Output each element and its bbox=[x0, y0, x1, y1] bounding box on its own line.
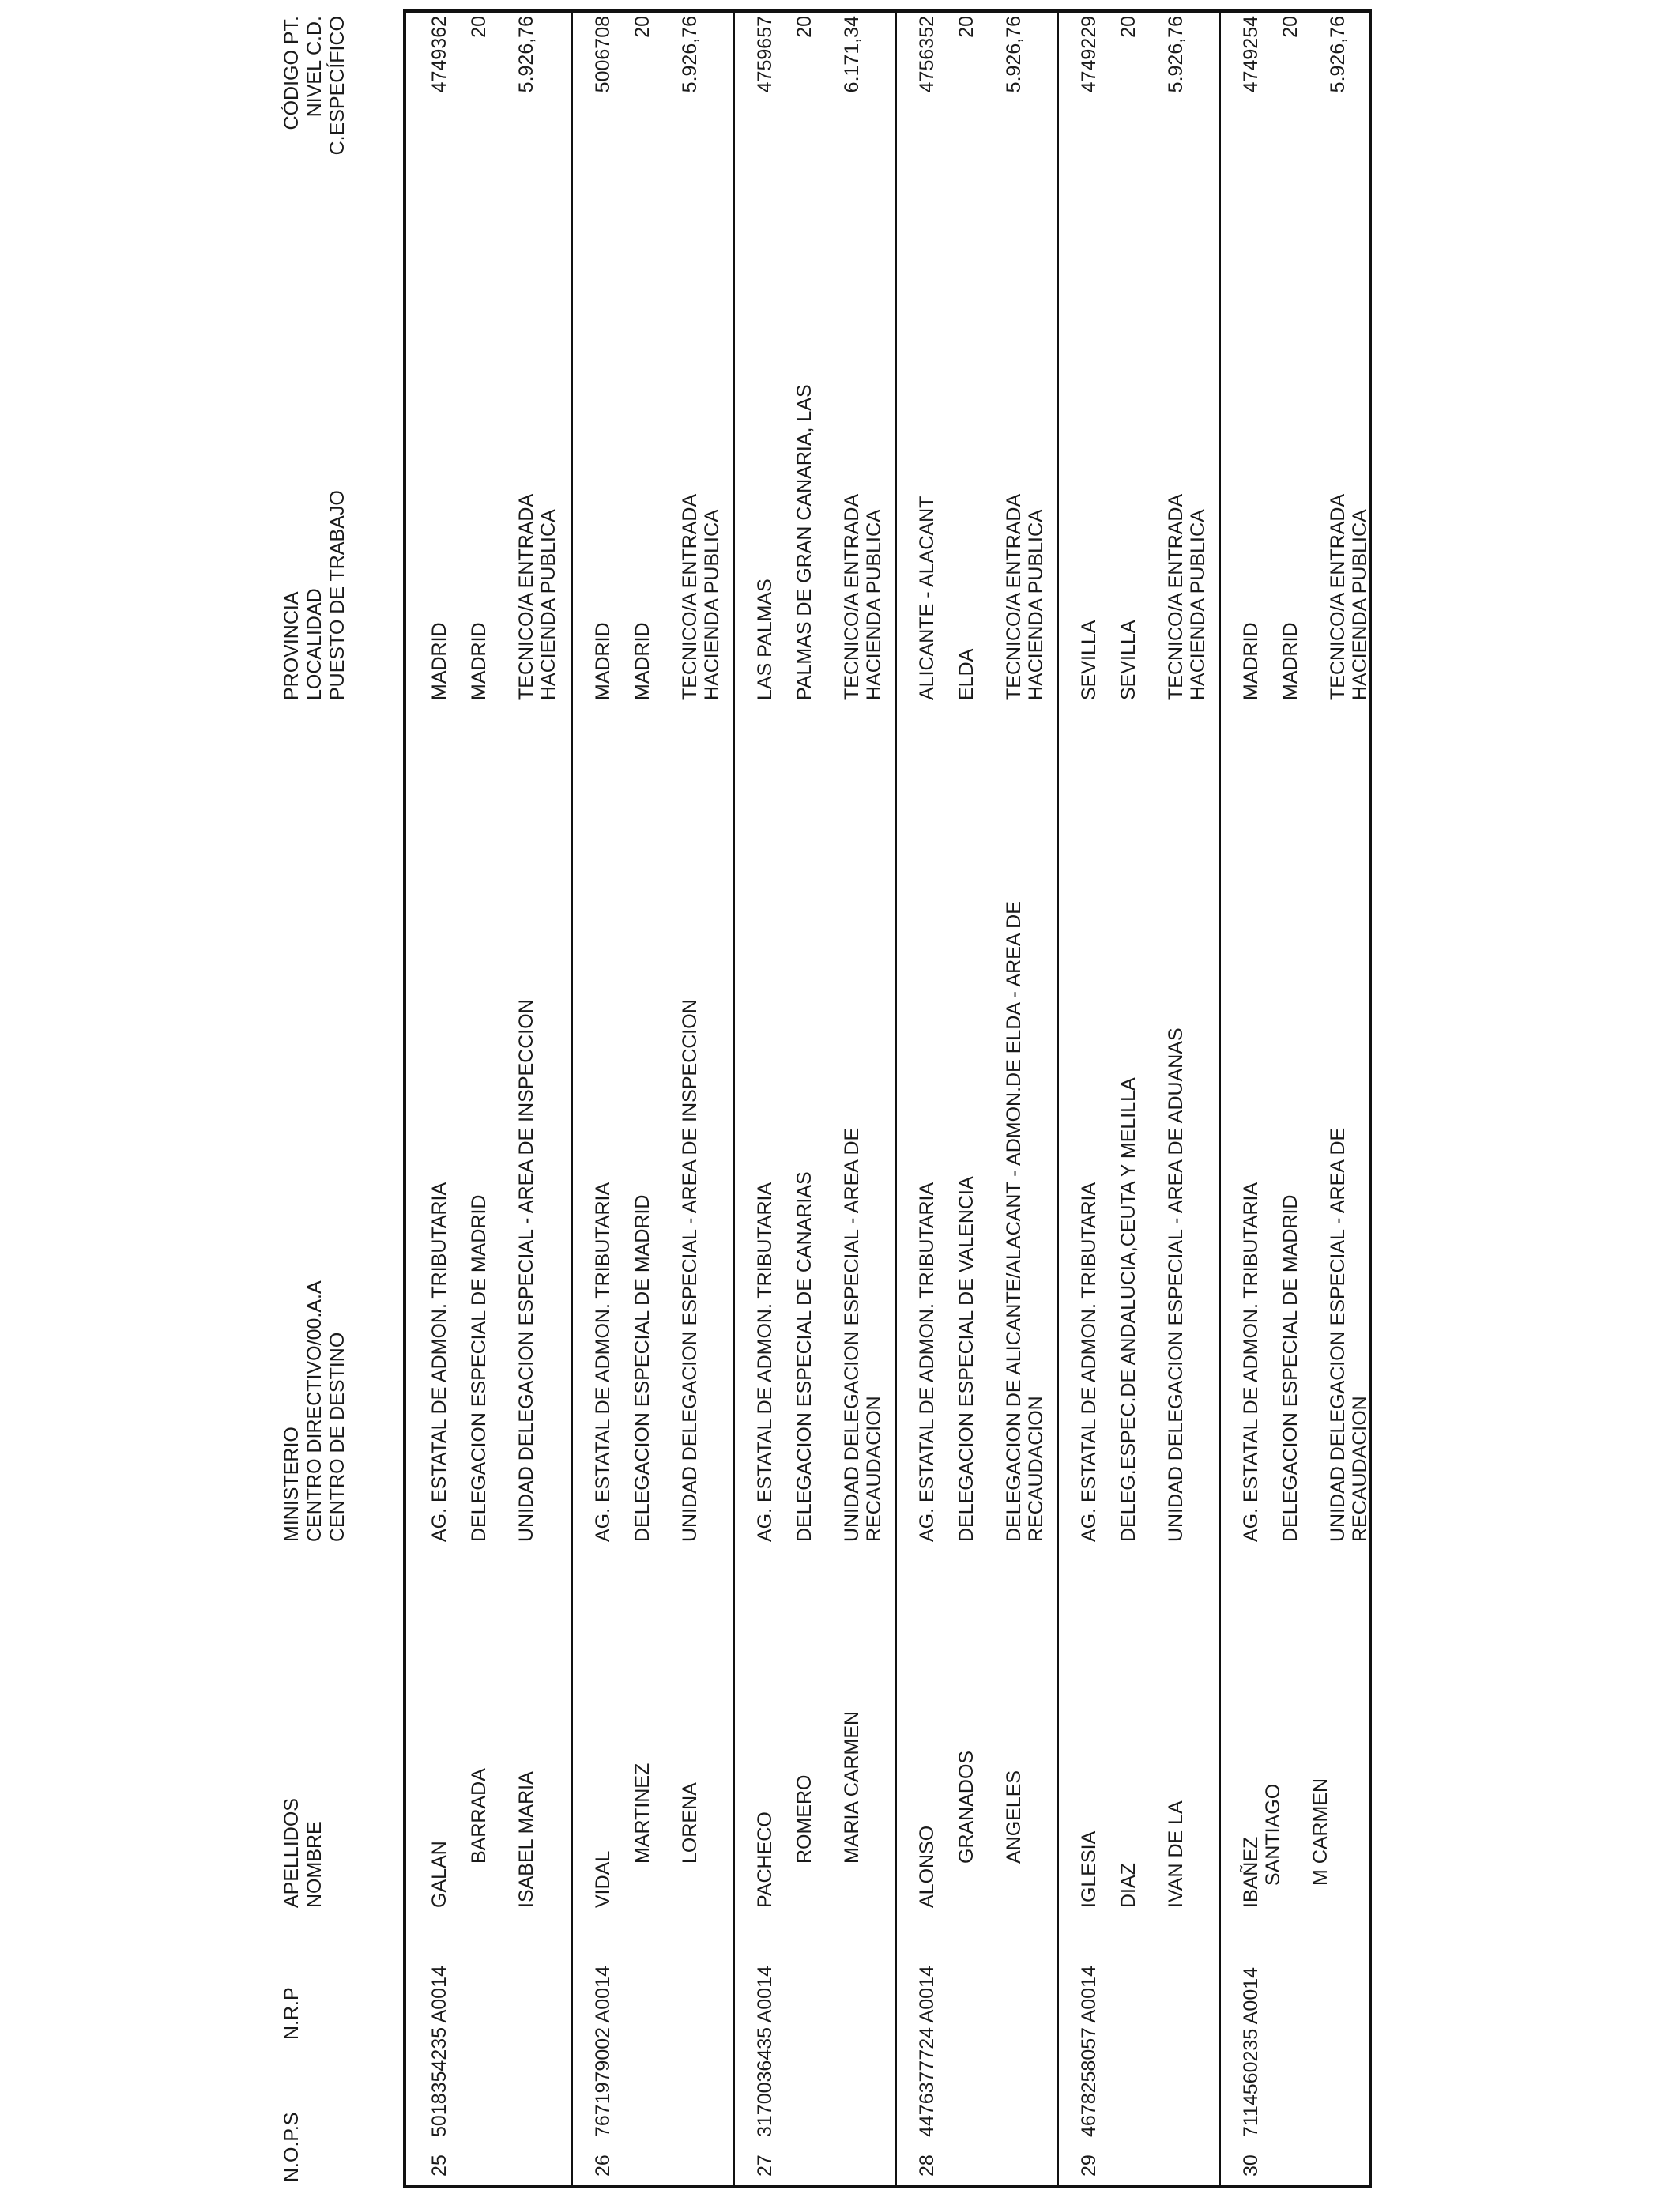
table-row bbox=[574, 0, 736, 2194]
codigo-cell: 4756352 bbox=[916, 16, 938, 93]
header-especifico-label: C.ESPECÍFICO bbox=[326, 16, 348, 156]
ministerio-cell: AG. ESTATAL DE ADMON. TRIBUTARIA bbox=[1240, 1182, 1262, 1542]
nrp-cell: 7671979002 A0014 bbox=[592, 1966, 614, 2137]
destino-cell: UNIDAD DELEGACION ESPECIAL - AREA DE RECAUDACION bbox=[1327, 1127, 1371, 1542]
header-nops-label: N.O.P.S bbox=[281, 2112, 303, 2182]
header-localidad-label: LOCALIDAD bbox=[303, 588, 326, 700]
table-row bbox=[898, 0, 1060, 2194]
ministerio-cell: AG. ESTATAL DE ADMON. TRIBUTARIA bbox=[592, 1182, 614, 1542]
localidad-cell: MADRID bbox=[1279, 622, 1301, 700]
destino-cell: UNIDAD DELEGACION ESPECIAL - AREA DE ADUANAS bbox=[1165, 1027, 1187, 1542]
especifico-cell: 5.926,76 bbox=[1003, 16, 1025, 93]
centro-cell: DELEGACION ESPECIAL DE CANARIAS bbox=[793, 1171, 816, 1542]
header-nivel-label: NIVEL C.D. bbox=[303, 16, 326, 118]
puesto-cell: TECNICO/A ENTRADA HACIENDA PUBLICA bbox=[841, 495, 885, 700]
apellido2-cell: ROMERO bbox=[793, 1774, 816, 1864]
nivel-cell: 20 bbox=[793, 16, 816, 38]
nrp-cell: 7114560235 A0014 bbox=[1240, 1966, 1262, 2137]
nivel-cell: 20 bbox=[955, 16, 977, 38]
nrp-cell: 4678258057 A0014 bbox=[1078, 1966, 1100, 2137]
apellido1-cell: VIDAL bbox=[592, 1850, 614, 1908]
table-row bbox=[1222, 0, 1384, 2194]
nivel-cell: 20 bbox=[468, 16, 490, 38]
nombre-cell: ANGELES bbox=[1003, 1770, 1025, 1864]
puesto-cell: TECNICO/A ENTRADA HACIENDA PUBLICA bbox=[1327, 495, 1371, 700]
nrp-cell: 4476377724 A0014 bbox=[916, 1966, 938, 2137]
apellido1-cell: PACHECO bbox=[754, 1811, 776, 1908]
apellido2-cell: DIAZ bbox=[1117, 1863, 1139, 1908]
header-centro-directivo-label: CENTRO DIRECTIVO/00.A.A bbox=[303, 1280, 326, 1542]
ministerio-cell: AG. ESTATAL DE ADMON. TRIBUTARIA bbox=[754, 1182, 776, 1542]
nops-cell: 30 bbox=[1240, 2154, 1262, 2177]
codigo-cell: 4749229 bbox=[1078, 16, 1100, 93]
apellido1-cell: IBAÑEZ bbox=[1240, 1836, 1262, 1908]
especifico-cell: 5.926,76 bbox=[1165, 16, 1187, 93]
nombre-cell: MARIA CARMEN bbox=[841, 1710, 863, 1864]
provincia-cell: MADRID bbox=[1240, 622, 1262, 700]
table-row bbox=[411, 0, 573, 2194]
codigo-cell: 4749362 bbox=[428, 16, 450, 93]
nivel-cell: 20 bbox=[1279, 16, 1301, 38]
apellido1-cell: ALONSO bbox=[916, 1825, 938, 1908]
apellido1-cell: IGLESIA bbox=[1078, 1830, 1100, 1908]
apellido1-cell: GALAN bbox=[428, 1841, 450, 1908]
localidad-cell: ELDA bbox=[955, 648, 977, 700]
centro-cell: DELEGACION ESPECIAL DE MADRID bbox=[631, 1194, 654, 1542]
especifico-cell: 5.926,76 bbox=[1327, 16, 1349, 93]
nombre-cell: LORENA bbox=[679, 1782, 701, 1864]
localidad-cell: PALMAS DE GRAN CANARIA, LAS bbox=[793, 384, 816, 700]
header-nops bbox=[281, 2113, 303, 2182]
header-apellidos-nombre bbox=[281, 1798, 326, 1908]
destino-cell: UNIDAD DELEGACION ESPECIAL - AREA DE RECAUDACION bbox=[841, 1127, 885, 1542]
header-codigo bbox=[281, 16, 349, 155]
nombre-cell: ISABEL MARIA bbox=[515, 1771, 537, 1908]
centro-cell: DELEGACION ESPECIAL DE MADRID bbox=[468, 1194, 490, 1542]
puesto-cell: TECNICO/A ENTRADA HACIENDA PUBLICA bbox=[515, 495, 559, 700]
localidad-cell: MADRID bbox=[631, 622, 654, 700]
header-codigo-label: CÓDIGO PT. bbox=[281, 16, 303, 130]
nrp-cell: 3170036435 A0014 bbox=[754, 1966, 776, 2137]
puesto-cell: TECNICO/A ENTRADA HACIENDA PUBLICA bbox=[1003, 495, 1047, 700]
localidad-cell: MADRID bbox=[468, 622, 490, 700]
header-nombre-label: NOMBRE bbox=[303, 1821, 326, 1908]
centro-cell: DELEG.ESPEC.DE ANDALUCIA,CEUTA Y MELILLA bbox=[1117, 1077, 1139, 1542]
header-nrp-label: N.R.P bbox=[281, 1987, 303, 2040]
header-puesto-label: PUESTO DE TRABAJO bbox=[326, 490, 348, 700]
especifico-cell: 5.926,76 bbox=[679, 16, 701, 93]
puesto-cell: TECNICO/A ENTRADA HACIENDA PUBLICA bbox=[1165, 495, 1209, 700]
nops-cell: 29 bbox=[1078, 2154, 1100, 2177]
destino-cell: UNIDAD DELEGACION ESPECIAL - AREA DE INSPECCION bbox=[515, 999, 537, 1542]
especifico-cell: 5.926,76 bbox=[515, 16, 537, 93]
header-ministerio-label: MINISTERIO bbox=[281, 1427, 303, 1542]
nops-cell: 28 bbox=[916, 2154, 938, 2177]
apellido2-cell: BARRADA bbox=[468, 1768, 490, 1864]
header-ministerio bbox=[281, 1280, 349, 1542]
centro-cell: DELEGACION ESPECIAL DE MADRID bbox=[1279, 1194, 1301, 1542]
provincia-cell: SEVILLA bbox=[1078, 620, 1100, 700]
table-row bbox=[736, 0, 898, 2194]
nombre-cell: IVAN DE LA bbox=[1165, 1800, 1187, 1908]
nops-cell: 26 bbox=[592, 2154, 614, 2177]
codigo-cell: 4759657 bbox=[754, 16, 776, 93]
nops-cell: 25 bbox=[428, 2154, 450, 2177]
nivel-cell: 20 bbox=[631, 16, 654, 38]
codigo-cell: 4749254 bbox=[1240, 16, 1262, 93]
apellido2-cell: GRANADOS bbox=[955, 1750, 977, 1864]
header-centro-destino-label: CENTRO DE DESTINO bbox=[326, 1332, 348, 1542]
ministerio-cell: AG. ESTATAL DE ADMON. TRIBUTARIA bbox=[1078, 1182, 1100, 1542]
header-nrp bbox=[281, 1987, 303, 2040]
destino-cell: DELEGACION DE ALICANTE/ALACANT - ADMON.DE ELDA - AREA DE RECAUDACION bbox=[1003, 901, 1047, 1542]
header-apellidos-label: APELLIDOS bbox=[281, 1798, 303, 1908]
ministerio-cell: AG. ESTATAL DE ADMON. TRIBUTARIA bbox=[916, 1182, 938, 1542]
header-provincia-label: PROVINCIA bbox=[281, 591, 303, 700]
ministerio-cell: AG. ESTATAL DE ADMON. TRIBUTARIA bbox=[428, 1182, 450, 1542]
nops-cell: 27 bbox=[754, 2154, 776, 2177]
puesto-cell: TECNICO/A ENTRADA HACIENDA PUBLICA bbox=[679, 495, 723, 700]
provincia-cell: MADRID bbox=[428, 622, 450, 700]
provincia-cell: ALICANTE - ALACANT bbox=[916, 496, 938, 700]
provincia-cell: MADRID bbox=[592, 622, 614, 700]
apellido2-cell: SANTIAGO bbox=[1262, 1783, 1284, 1886]
provincia-cell: LAS PALMAS bbox=[754, 579, 776, 700]
especifico-cell: 6.171,34 bbox=[841, 16, 863, 93]
destino-cell: UNIDAD DELEGACION ESPECIAL - AREA DE INSPECCION bbox=[679, 999, 701, 1542]
localidad-cell: SEVILLA bbox=[1117, 620, 1139, 700]
nivel-cell: 20 bbox=[1117, 16, 1139, 38]
nombre-cell: M CARMEN bbox=[1309, 1777, 1332, 1886]
apellido2-cell: MARTINEZ bbox=[631, 1762, 654, 1864]
table-row bbox=[1060, 0, 1222, 2194]
centro-cell: DELEGACION ESPECIAL DE VALENCIA bbox=[955, 1176, 977, 1542]
codigo-cell: 5006708 bbox=[592, 16, 614, 93]
nrp-cell: 5018354235 A0014 bbox=[428, 1966, 450, 2137]
header-provincia bbox=[281, 490, 349, 700]
